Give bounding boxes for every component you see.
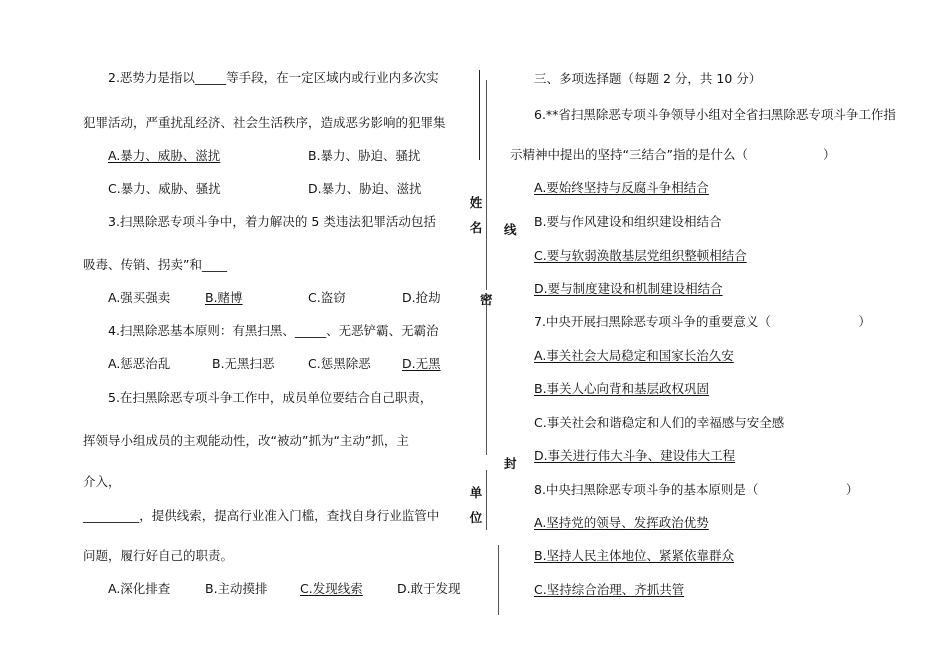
q3-option-a[interactable]: A.强买强卖 xyxy=(108,290,171,305)
q3-option-c[interactable]: C.盗窃 xyxy=(308,290,346,305)
q8-option-c[interactable]: C.坚持综合治理、齐抓共管 xyxy=(534,582,685,597)
q2-option-c[interactable]: C.暴力、威胁、骚扰 xyxy=(108,181,221,196)
q4-option-d[interactable]: D.无黑 xyxy=(402,356,441,371)
q6-option-c[interactable]: C.要与软弱涣散基层党组织整顿相结合 xyxy=(534,248,747,263)
q8-stem: 8.中央扫黑除恶专项斗争的基本原则是（ ） xyxy=(534,482,859,497)
unit-label: 单 位 xyxy=(468,486,483,524)
q5-stem-line2: 挥领导小组成员的主观能动性，改“被动”抓为“主动”抓，主 xyxy=(83,433,409,448)
q5-stem-line4: _________，提供线索，提高行业准入门槛，查找自身行业监管中 xyxy=(83,508,440,523)
q3-option-d[interactable]: D.抢劫 xyxy=(402,290,441,305)
q6-option-d[interactable]: D.要与制度建设和机制建设相结合 xyxy=(534,281,723,296)
q2-option-d[interactable]: D.暴力、胁迫、滋扰 xyxy=(308,181,422,196)
line-label: 线 xyxy=(504,222,517,237)
q6-stem-line1: 6.**省扫黑除恶专项斗争领导小组对全省扫黑除恶专项斗争工作指 xyxy=(534,107,896,122)
q7-option-c[interactable]: C.事关社会和谐稳定和人们的幸福感与安全感 xyxy=(534,415,785,430)
q2-stem-line2: 犯罪活动，严重扰乱经济、社会生活秩序，造成恶劣影响的犯罪集 xyxy=(83,115,446,130)
seal-label: 密 xyxy=(480,292,493,307)
q2-stem-line1: 2.恶势力是指以_____等手段，在一定区域内或行业内多次实 xyxy=(108,70,439,85)
q7-option-b[interactable]: B.事关人心向背和基层政权巩固 xyxy=(534,381,710,396)
q4-option-b[interactable]: B.无黑扫恶 xyxy=(212,356,275,371)
q6-stem-line2: 示精神中提出的坚持“三结合”指的是什么（ ） xyxy=(510,147,836,162)
q5-option-d[interactable]: D.敢于发现 xyxy=(397,581,461,596)
q3-stem-line2: 吸毒、传销、拐卖”和____ xyxy=(83,257,227,272)
q3-stem-line1: 3.扫黑除恶专项斗争中，着力解决的 5 类违法犯罪活动包括 xyxy=(108,214,436,229)
q5-option-b[interactable]: B.主动摸排 xyxy=(205,581,268,596)
binding-line-top xyxy=(479,70,480,160)
name-label: 姓 名 xyxy=(468,196,483,234)
seal2-label: 封 xyxy=(504,456,517,471)
q8-option-b[interactable]: B.坚持人民主体地位、紧紧依靠群众 xyxy=(534,548,735,563)
q4-stem-line1: 4.扫黑除恶基本原则：有黑扫黑、_____、无恶铲霸、无霸治 xyxy=(108,323,439,338)
q5-stem-line3: 介入， xyxy=(83,474,121,489)
q8-option-a[interactable]: A.坚持党的领导、发挥政治优势 xyxy=(534,515,709,530)
section-title: 三、多项选择题（每题 2 分，共 10 分） xyxy=(534,71,762,86)
q7-stem: 7.中央开展扫黑除恶专项斗争的重要意义（ ） xyxy=(534,314,871,329)
q5-stem-line1: 5.在扫黑除恶专项斗争工作中，成员单位要结合自己职责， xyxy=(108,390,433,405)
q6-option-a[interactable]: A.要始终坚持与反腐斗争相结合 xyxy=(534,180,709,195)
q3-option-b[interactable]: B.赌博 xyxy=(205,290,243,305)
q2-option-a[interactable]: A.暴力、威胁、滋扰 xyxy=(108,148,221,163)
q7-option-a[interactable]: A.事关社会大局稳定和国家长治久安 xyxy=(534,348,734,363)
q5-option-a[interactable]: A.深化排查 xyxy=(108,581,171,596)
binding-dashed-line-1 xyxy=(486,80,487,290)
binding-line-bottom xyxy=(498,545,499,615)
binding-dashed-line-3 xyxy=(486,470,487,530)
q5-option-c[interactable]: C.发现线索 xyxy=(300,581,363,596)
q4-option-c[interactable]: C.惩黑除恶 xyxy=(308,356,371,371)
q2-option-b[interactable]: B.暴力、胁迫、骚扰 xyxy=(308,148,421,163)
q4-option-a[interactable]: A.惩恶治乱 xyxy=(108,356,171,371)
q5-stem-line5: 问题，履行好自己的职责。 xyxy=(83,548,234,563)
binding-dashed-line-2 xyxy=(486,305,487,455)
q7-option-d[interactable]: D.事关进行伟大斗争、建设伟大工程 xyxy=(534,448,736,463)
q6-option-b[interactable]: B.要与作风建设和组织建设相结合 xyxy=(534,214,722,229)
